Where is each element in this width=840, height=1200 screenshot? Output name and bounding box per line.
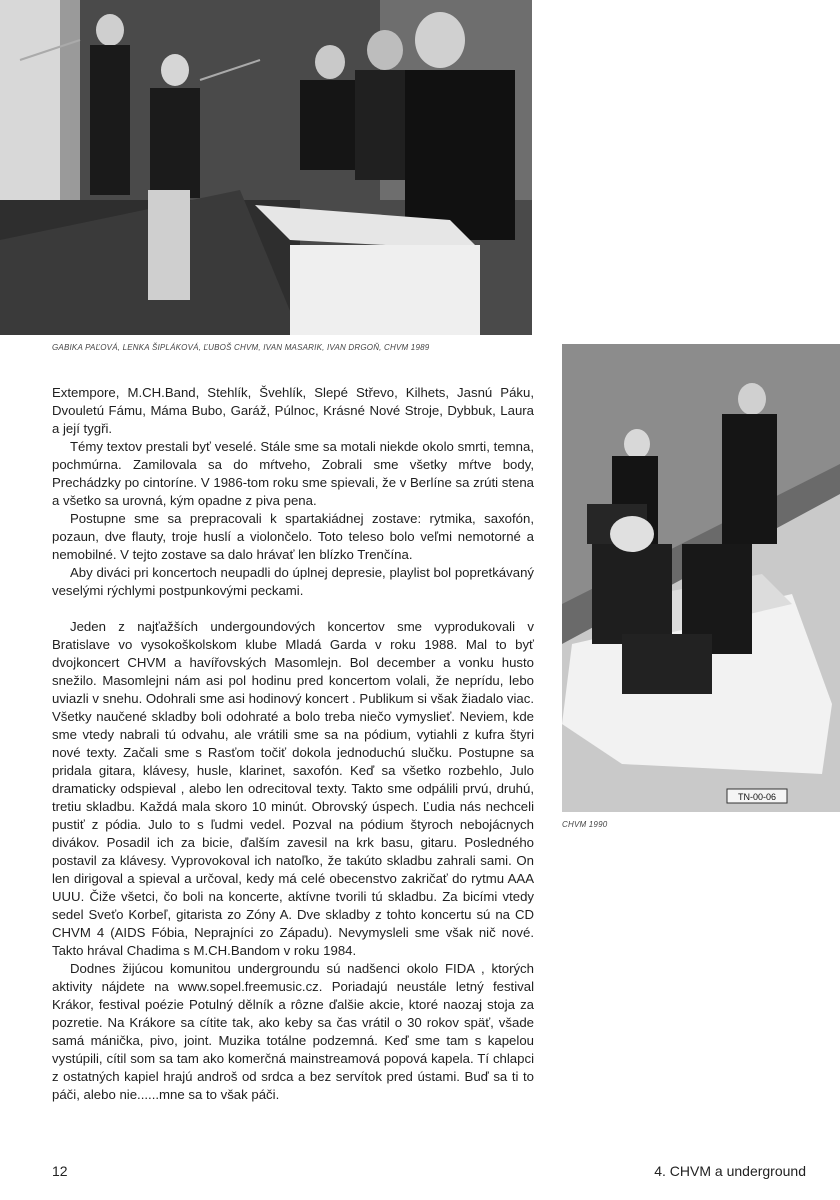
chapter-title: 4. CHVM a underground bbox=[654, 1163, 806, 1179]
paragraph: Jeden z najťažších undergoundových koncertov sme vyprodukovali v Bratislave vo vysokoškolskom klube Mladá Garda v roku 1988. Mal to byť dvojkoncert CHVM a havířovských Masomlejn. Bol december a vonku husto snežilo. Masomlejni nám asi pol hodinu pred koncertom volali, že neprídu, lebo uviazli v snehu. Odohrali sme asi hodinový koncert . Publikum si však žiadalo viac. Všetky naučené skladby boli odohraté a bolo treba niečo vymyslieť. Neviem, kde sme vtedy nabrali tú odvahu, ale vrátili sme sa na pódium, vytiahli z kufra štyri nové texty. Začali sme s Rasťom točiť dokola jednoduchú slučku. Postupne sa pridala gitara, klávesy, husle, klarinet, saxofón. Keď sa všetko rozbehlo, Julo dramaticky odspieval , alebo len odrecitoval texty. Takto sme odpálili prvú, druhú, tretiu skladbu. Každá mala skoro 10 minút. Obrovský úspech. Ľudia nás nechceli pustiť z pódia. Julo to s ľudmi vedel. Pozval na pódium štyroch nebojácnych divákov. Posadil ich za bicie, ďalším zavesil na krk basu, gitaru. Posledného postavil za klávesy. Vyprovokoval ich natoľko, že takúto skladbu zahrali sami. On len dirigoval a spieval a určoval, kedy má celé obecenstvo zakričať do rytmu AAA UUU. Čiže všetci, čo boli na koncerte, aktívne tvorili tú skladbu. Za bicími vtedy sedel Sveťo Korbeľ, gitarista zo Zóny A. Dve skladby z tohto koncertu sú na CD CHVM 4 (AIDS Fóbia, Neprajníci zo Západu). Nevymysleli sme však nič nové. Takto hrával Chadima s M.CH.Bandom v roku 1984. bbox=[52, 619, 534, 958]
paragraph: Dodnes žijúcou komunitou undergroundu sú nadšenci okolo FIDA , ktorých aktivity nájdete na www.sopel.freemusic.cz. Poriadajú neustále letný festival Krákor, festival poézie Potulný dělník a rôzne ďalšie akcie, ktoré naozaj stoja za pozretie. Na Krákore sa cítite tak, ako keby sa čas vrátil o 30 rokov späť, všade samá mánička, pivo, joint. Muzika totálne podzemná. Keď sme tam s kapelou vystúpili, cítil som sa tam ako komerčná mainstreamová popová kapela. Tí chlapci z ostatných kapiel hrajú androš od srdca a bez servítok pred ústami. Buď sa ti to páči, alebo nie......mne sa to však páči. bbox=[52, 961, 534, 1102]
paragraph: Extempore, M.CH.Band, Stehlík, Švehlík, Slepé Střevo, Kilhets, Jasnú Páku, Dvouletú Fámu, Máma Bubo, Garáž, Púlnoc, Krásné Nové Stroje, Dybbuk, Laura a její tygři. bbox=[52, 385, 534, 436]
paragraph: Témy textov prestali byť veselé. Stále sme sa motali niekde okolo smrti, temna, pochmúrna. Zamilovala sa do mŕtveho, Zobrali sme všetky mŕtve body, Prechádzky po cintoríne. V 1986-tom roku sme spievali, že v Berlíne sa zrúti stena a všetko sa urovná, kým opadne z piva pena. bbox=[52, 439, 534, 508]
band-photo-1989 bbox=[0, 0, 532, 335]
photo-caption-side: CHVM 1990 bbox=[562, 820, 608, 829]
band-photo-1990 bbox=[562, 344, 840, 812]
page-number: 12 bbox=[52, 1163, 68, 1179]
photo-caption-top: GABIKA PAĽOVÁ, LENKA ŠIPLÁKOVÁ, ĽUBOŠ CHVM, IVAN MASARIK, IVAN DRGOŇ, CHVM 1989 bbox=[52, 343, 430, 352]
paragraph: Postupne sme sa prepracovali k spartakiádnej zostave: rytmika, saxofón, pozaun, dve flauty, troje huslí a violončelo. Toto teleso bolo veľmi nemotorné a nemobilné. V tejto zostave sa dalo hrávať len blízko Trenčína. bbox=[52, 511, 534, 562]
license-plate-text: TN-00-06 bbox=[737, 792, 777, 802]
paragraph: Aby diváci pri koncertoch neupadli do úplnej depresie, playlist bol popretkávaný veselými rýchlymi postpunkovými peckami. bbox=[52, 565, 534, 598]
article-body bbox=[52, 384, 534, 1104]
